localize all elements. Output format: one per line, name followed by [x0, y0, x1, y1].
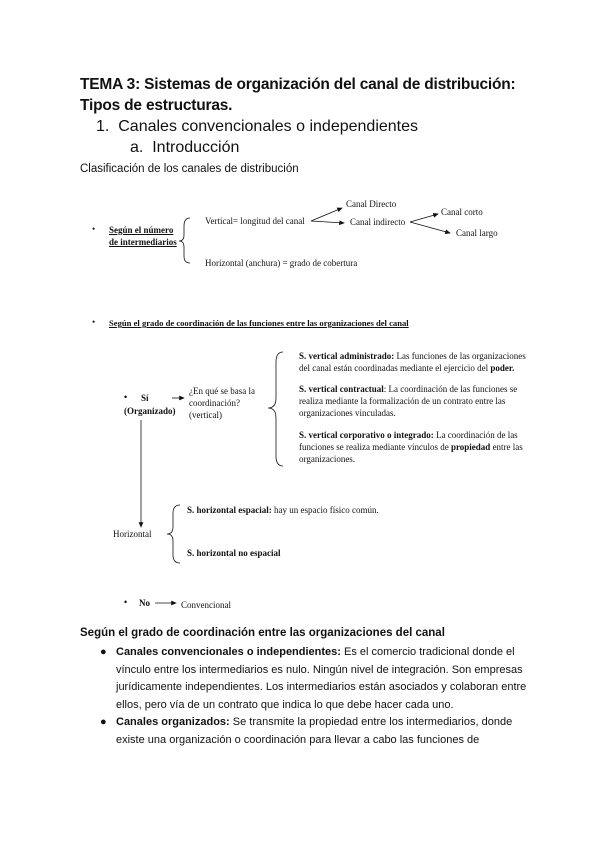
brace-vertical-types: [268, 352, 283, 466]
section-heading: Según el grado de coordinación entre las organizaciones del canal: [80, 627, 445, 639]
administrado-line1: S. vertical administrado: Las funciones de las organizaciones: [299, 351, 526, 361]
canal-indirecto: Canal indirecto: [350, 217, 406, 227]
list-item: [80, 644, 540, 714]
brace-horizontal-types: [167, 505, 180, 563]
administrado-line2: del canal están coordinadas mediante el ejercicio del poder.: [299, 363, 515, 373]
contractual-line2: realiza mediante la formalización de un contrato entre las: [299, 396, 506, 406]
bullet-marker: ●: [100, 646, 107, 658]
diagram-caption: Clasificación de los canales de distribución: [80, 163, 299, 175]
heading-1-number: 1.: [96, 118, 110, 135]
label-no: No: [139, 598, 150, 608]
vertical-longitud: Vertical= longitud del canal: [205, 216, 305, 226]
bullet-list: [80, 644, 540, 749]
page-title-line1: TEMA 3: Sistemas de organización del canal de distribución:: [80, 76, 516, 93]
label-organizado: (Organizado): [124, 406, 176, 416]
label-convencional: Convencional: [181, 600, 231, 610]
canal-corto: Canal corto: [441, 207, 483, 217]
arrow-to-canal-directo: [311, 208, 342, 221]
diagram2-heading: Según el grado de coordinación de las funciones entre las organizaciones del canal: [109, 318, 409, 328]
page-title-line2: Tipos de estructuras.: [80, 97, 233, 114]
corporativo-line1: S. vertical corporativo o integrado: La coordinación de las: [299, 430, 518, 440]
horizontal-no-espacial: S. horizontal no espacial: [187, 548, 281, 558]
question-line1: ¿En qué se basa la: [189, 386, 255, 396]
arrow-to-canal-largo: [410, 222, 450, 233]
list-item-bold: Canales organizados:: [116, 716, 230, 728]
bullet-diagram1: •: [92, 224, 96, 234]
bullet-diagram2: •: [92, 317, 96, 327]
heading-1-text: Canales convencionales o independientes: [118, 118, 419, 135]
canal-largo: Canal largo: [456, 228, 498, 238]
arrow-to-canal-indirecto: [311, 221, 344, 223]
label-si: Sí: [141, 393, 149, 403]
list-item-text: Es el comercio tradicional donde el vínculo entre los intermediarios es nulo. Ningún nivel de integración. Son empresas jurídicamente independientes. Los intermediarios están asociados y colaboran entre ellos, pero vía de un contrato que indica lo que debe hacer cada uno.: [116, 646, 527, 711]
canal-directo: Canal Directo: [346, 199, 397, 209]
horizontal-anchura: Horizontal (anchura) = grado de cobertura: [205, 258, 358, 268]
label-numero-line2: de intermediarios: [109, 237, 177, 247]
bullet-marker: ●: [100, 716, 107, 728]
horizontal-espacial: S. horizontal espacial: hay un espacio físico común.: [187, 505, 379, 515]
corporativo-line3: organizaciones.: [299, 454, 356, 464]
contractual-line3: organizaciones vinculadas.: [299, 408, 396, 418]
bullet-no: •: [124, 597, 128, 607]
question-line3: (vertical): [189, 410, 222, 420]
bullet-si: •: [124, 392, 128, 402]
list-item-text: Se transmite la propiedad entre los intermediarios, donde existe una organización o coordinación para llevar a cabo las funciones de: [116, 716, 513, 746]
heading-2-number: a.: [130, 139, 144, 156]
brace-intermediarios: [179, 218, 190, 263]
arrow-to-canal-corto: [410, 214, 438, 222]
list-item-bold: Canales convencionales o independientes:: [116, 646, 341, 658]
contractual-line1: S. vertical contractual: La coordinación de las funciones se: [299, 384, 518, 394]
question-line2: coordinación?: [189, 398, 240, 408]
label-horizontal: Horizontal: [113, 529, 152, 539]
corporativo-line2: funciones se realiza mediante vínculos de propiedad entre las: [299, 442, 523, 452]
heading-2-text: Introducción: [152, 139, 240, 156]
label-numero-line1: Según el número: [109, 225, 174, 235]
list-item: [80, 714, 540, 749]
